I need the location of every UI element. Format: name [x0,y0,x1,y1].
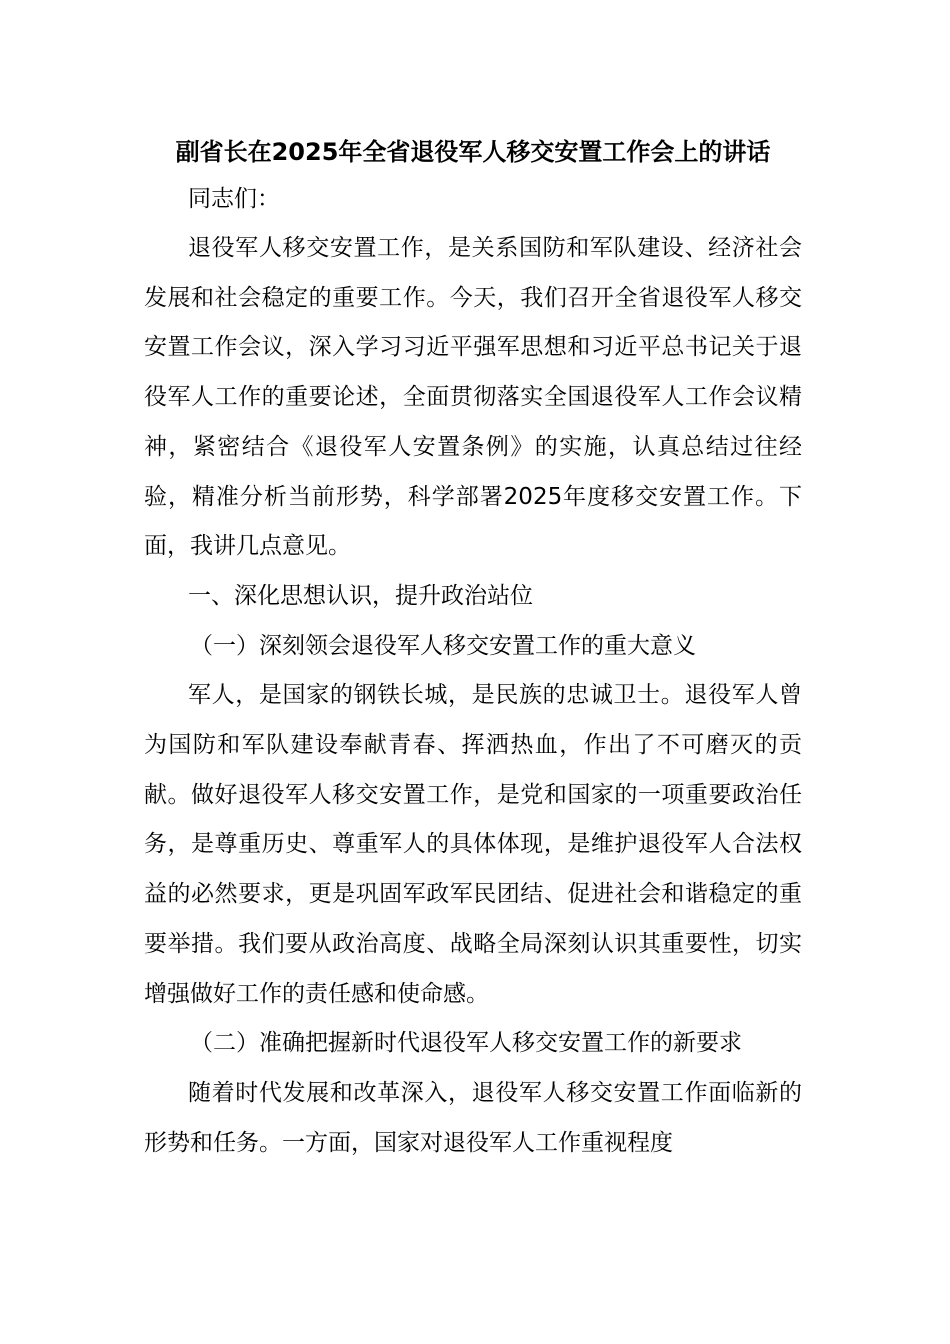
sub-heading-2: （二）准确把握新时代退役军人移交安置工作的新要求 [190,1030,742,1057]
sub-heading-1: （一）深刻领会退役军人移交安置工作的重大意义 [190,632,696,659]
paragraph-intro: 退役军人移交安置工作，是关系国防和军队建设、经济社会发展和社会稳定的重要工作。今天，我们召开全省退役军人移交安置工作会议，深入学习习近平强军思想和习近平总书记关于退役军人工作的重要论述，全面贯彻落实全国退役军人工作会议精神，紧密结合《退役军人安置条例》的实施，认真总结过往经验，精准分析当前形势，科学部署2025年度移交安置工作。下面，我讲几点意见。 [144,235,802,560]
paragraph-body-2: 随着时代发展和改革深入，退役军人移交安置工作面临新的形势和任务。一方面，国家对退役军人工作重视程度 [144,1079,802,1156]
document-body [144,130,802,1168]
salutation: 同志们： [188,186,280,212]
paragraph-body-1: 军人，是国家的钢铁长城，是民族的忠诚卫士。退役军人曾为国防和军队建设奉献青春、挥洒热血，作出了不可磨灭的贡献。做好退役军人移交安置工作，是党和国家的一项重要政治任务，是尊重历史、尊重军人的具体体现，是维护退役军人合法权益的必然要求，更是巩固军政军民团结、促进社会和谐稳定的重要举措。我们要从政治高度、战略全局深刻认识其重要性，切实增强做好工作的责任感和使命感。 [144,682,802,1007]
section-heading-1: 一、深化思想认识，提升政治站位 [188,582,533,609]
document-title: 副省长在2025年全省退役军人移交安置工作会上的讲话 [175,138,771,166]
